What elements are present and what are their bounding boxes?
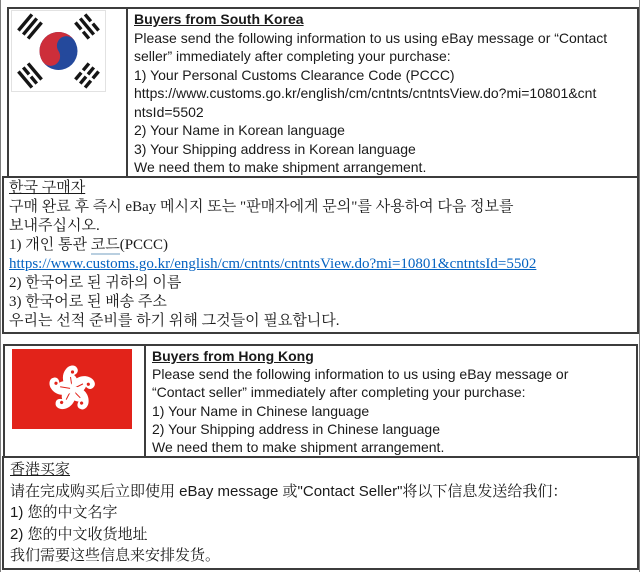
korea-korean-title: 한국 구매자 bbox=[9, 180, 86, 196]
south-korea-flag-icon bbox=[11, 10, 106, 92]
korea-korean-line: 보내주십시오. bbox=[9, 218, 100, 234]
korea-english-title: Buyers from South Korea bbox=[134, 11, 304, 27]
customs-url-line bbox=[9, 255, 631, 274]
korea-english-line: 2) Your Name in Korean language bbox=[134, 122, 345, 138]
korea-korean-line: 3) 한국어로 된 배송 주소 bbox=[9, 294, 167, 310]
hongkong-chinese-line: 1) 您的中文名字 bbox=[10, 504, 118, 522]
hongkong-chinese-row bbox=[2, 456, 639, 570]
korea-english-url-line: ntsId=5502 bbox=[134, 103, 204, 120]
hongkong-chinese-title: 香港买家 bbox=[10, 461, 71, 478]
hongkong-chinese-line: 我们需要这些信息来安排发货。 bbox=[10, 547, 221, 565]
korea-korean-pccc-line bbox=[9, 236, 631, 255]
korea-korean-line: 우리는 선적 준비를 하기 위해 그것들이 필요합니다. bbox=[9, 313, 340, 329]
hongkong-english-cell bbox=[146, 346, 636, 456]
pccc-text: 1) 개인 통관 bbox=[9, 237, 91, 253]
korea-korean-row bbox=[2, 176, 639, 334]
customs-url-link[interactable]: https://www.customs.go.kr/english/cm/cntnts/cntntsView.do?mi=10801&cntntsId=5502 bbox=[9, 256, 537, 272]
korea-english-line: 1) Your Personal Customs Clearance Code (PCCC) bbox=[134, 66, 455, 83]
korea-korean-line: 구매 완료 후 즉시 eBay 메시지 또는 "판매자에게 문의"를 사용하여 다음 정보를 bbox=[9, 199, 514, 215]
korea-flag-cell bbox=[9, 9, 128, 176]
korea-english-line: seller” immediately after completing your purchase: bbox=[134, 48, 451, 64]
hongkong-english-line: 1) Your Name in Chinese language bbox=[152, 402, 370, 419]
hongkong-chinese-line: 请在完成购买后立即使用 eBay message 或"Contact Seller"将以下信息发送给我们： bbox=[10, 482, 568, 500]
korea-korean-line: 2) 한국어로 된 귀하의 이름 bbox=[9, 275, 182, 291]
pccc-spellcheck-word: 코드 bbox=[90, 237, 120, 253]
hongkong-english-line: We need them to make shipment arrangement. bbox=[152, 439, 445, 456]
korea-flag-english-row bbox=[7, 7, 639, 176]
hong-kong-flag-icon bbox=[12, 349, 132, 429]
hongkong-english-line: “Contact seller” immediately after completing your purchase: bbox=[152, 384, 526, 401]
hongkong-english-line: Please send the following information to us using eBay message or bbox=[152, 366, 569, 383]
korea-english-line: 3) Your Shipping address in Korean language bbox=[134, 140, 416, 157]
hongkong-flag-english-row bbox=[3, 344, 638, 456]
hongkong-english-line: 2) Your Shipping address in Chinese language bbox=[152, 420, 440, 437]
korea-english-cell bbox=[128, 9, 637, 176]
korea-english-url-line: https://www.customs.go.kr/english/cm/cntnts/cntntsView.do?mi=10801&cnt bbox=[134, 85, 597, 101]
hongkong-english-title: Buyers from Hong Kong bbox=[152, 348, 314, 364]
korea-english-line: We need them to make shipment arrangement. bbox=[134, 159, 427, 175]
korea-english-line: Please send the following information to us using eBay message or “Contact bbox=[134, 29, 608, 46]
pccc-text: (PCCC) bbox=[119, 237, 169, 253]
hongkong-chinese-line: 2) 您的中文收货地址 bbox=[10, 525, 148, 543]
hongkong-flag-cell bbox=[5, 346, 146, 456]
